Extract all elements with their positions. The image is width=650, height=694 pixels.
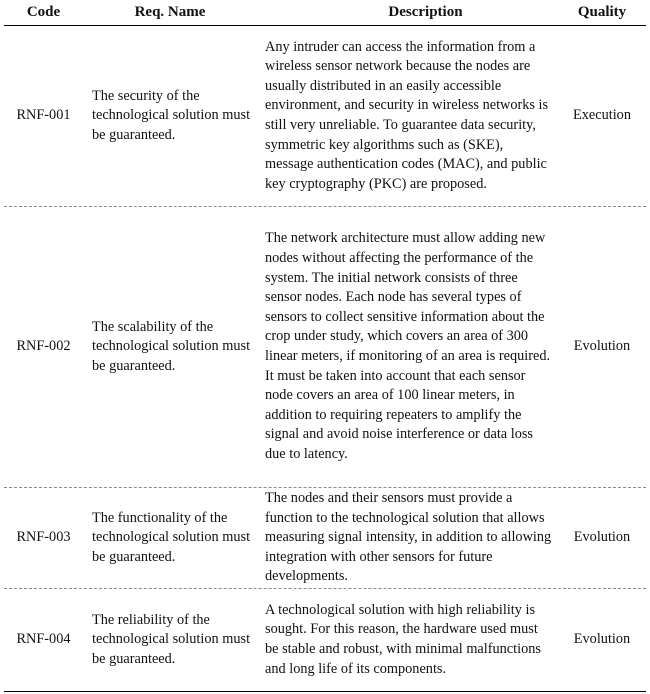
cell-quality: Evolution (573, 631, 631, 648)
cell-req-name: The security of the technological solution must be guaranteed. (92, 87, 251, 143)
header-quality: Quality (577, 3, 627, 20)
table-row (4, 488, 646, 589)
cell-description: The nodes and their sensors must provide a function to the technological solution that allows measuring signal intensity, in addition to allowing integration with other sensors for future developments. (265, 490, 552, 585)
cell-code: RNF-002 (16, 338, 71, 355)
cell-code: RNF-001 (16, 107, 71, 124)
table-row (4, 207, 646, 488)
cell-quality: Execution (573, 107, 631, 124)
cell-code: RNF-003 (16, 529, 71, 546)
cell-req-name: The reliability of the technological solution must be guaranteed. (92, 611, 251, 667)
header-code: Code (26, 3, 61, 20)
header-description: Description (388, 3, 463, 20)
table-row (4, 589, 646, 692)
cell-code: RNF-004 (16, 631, 71, 648)
cell-req-name: The scalability of the technological solution must be guaranteed. (92, 318, 251, 374)
cell-req-name: The functionality of the technological solution must be guaranteed. (92, 509, 251, 565)
cell-quality: Evolution (573, 529, 631, 546)
cell-quality: Evolution (573, 338, 631, 355)
table-header-row (4, 0, 646, 26)
table-row (4, 26, 646, 207)
requirements-table (4, 0, 646, 692)
cell-description: Any intruder can access the information from a wireless sensor network because the nodes are usually distributed in an easily accessible environment, and security in wireless networks is still very unreliable. To guarantee data security, symmetric key algorithms such as (SKE), message authentication codes (MAC), and public key cryptography (PKC) are proposed. (265, 38, 549, 192)
header-req-name: Req. Name (134, 3, 206, 20)
cell-description: The network architecture must allow adding new nodes without affecting the performance of the system. The initial network consists of three sensor nodes. Each node has several types of sensors to collect sensitive information about the crop under study, which covers an area of 300 linear meters, if monitoring of an area is required. It must be taken into account that each sensor node covers an area of 100 linear meters, in addition to requiring repeaters to amplify the signal and avoid noise interference or data loss due to latency. (265, 230, 551, 462)
cell-description: A technological solution with high reliability is sought. For this reason, the hardware used must be stable and robust, with minimal malfunctions and long life of its components. (265, 601, 541, 677)
